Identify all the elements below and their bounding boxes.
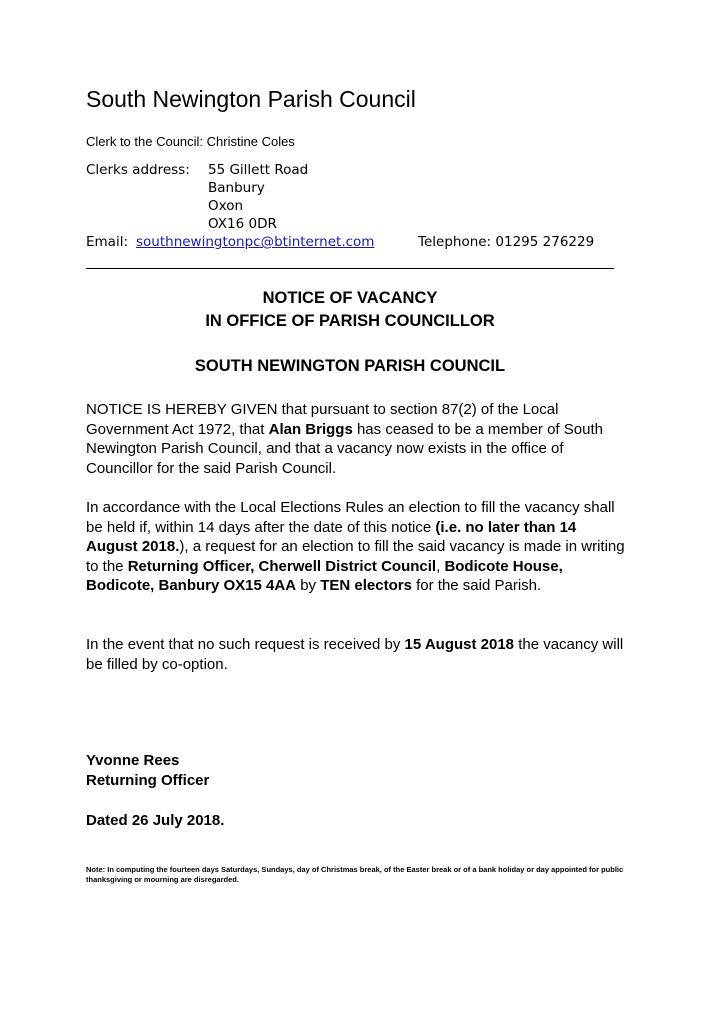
- electors-count: TEN electors: [320, 577, 412, 594]
- returning-officer-ref: Returning Officer, Cherwell District Council: [127, 557, 437, 575]
- header-divider: [86, 268, 614, 269]
- address-line-postcode: OX16 0DR: [208, 216, 277, 232]
- address-label: Clerks address:: [86, 162, 190, 178]
- signatory-role: Returning Officer: [86, 772, 210, 789]
- notice-title-line1: NOTICE OF VACANCY: [262, 289, 438, 307]
- p2-text-b: ), a request for an election to fill the said vacancy is made in writing to the: [86, 538, 625, 575]
- council-name: South Newington Parish Council: [86, 86, 416, 112]
- former-councillor-name: Alan Briggs: [268, 420, 353, 438]
- p2-text-d: by: [296, 577, 321, 594]
- p3-text-b: the vacancy will be filled by co-option.: [86, 636, 624, 673]
- p1-text-b: has ceased to be a member of South Newington Parish Council, and that a vacancy now exists in the office of Councillor for the said Parish Council.: [86, 420, 603, 477]
- footnote: Note: In computing the fourteen days Saturdays, Sundays, day of Christmas break, of the Easter break or of a bank holiday or day appointed for public thanksgiving or mourning are disregarded.: [86, 865, 624, 884]
- paragraph-vacancy: [86, 400, 626, 478]
- email-link[interactable]: southnewingtonpc@btinternet.com: [136, 234, 375, 250]
- notice-title-line2: IN OFFICE OF PARISH COUNCILLOR: [205, 312, 495, 330]
- paragraph-election-request: [86, 498, 626, 596]
- email-label: Email:: [86, 234, 129, 250]
- address-line-town: Banbury: [208, 180, 265, 196]
- signatory-name: Yvonne Rees: [86, 752, 180, 769]
- officer-address: Bodicote House, Bodicote, Banbury OX15 4AA: [86, 557, 563, 594]
- paragraph-co-option: [86, 635, 626, 674]
- co-option-date: 15 August 2018: [404, 636, 515, 653]
- p2-text-e: for the said Parish.: [411, 577, 542, 594]
- p2-text-a: In accordance with the Local Elections Rules an election to fill the vacancy shall be held if, within 14 days after the date of this notice: [86, 499, 615, 536]
- council-heading: SOUTH NEWINGTON PARISH COUNCIL: [194, 357, 506, 375]
- address-line-street: 55 Gillett Road: [208, 162, 309, 178]
- p1-text-a: NOTICE IS HEREBY GIVEN that pursuant to section 87(2) of the Local Government Act 1972, that: [86, 401, 559, 438]
- dated-line: Dated 26 July 2018.: [86, 812, 225, 829]
- p3-text-a: In the event that no such request is received by: [86, 636, 405, 653]
- clerk-name: Clerk to the Council: Christine Coles: [86, 134, 295, 149]
- deadline-date: (i.e. no later than 14 August 2018.: [86, 518, 577, 555]
- p2-text-c: ,: [436, 557, 445, 575]
- telephone: Telephone: 01295 276229: [418, 234, 595, 250]
- address-line-county: Oxon: [208, 198, 244, 214]
